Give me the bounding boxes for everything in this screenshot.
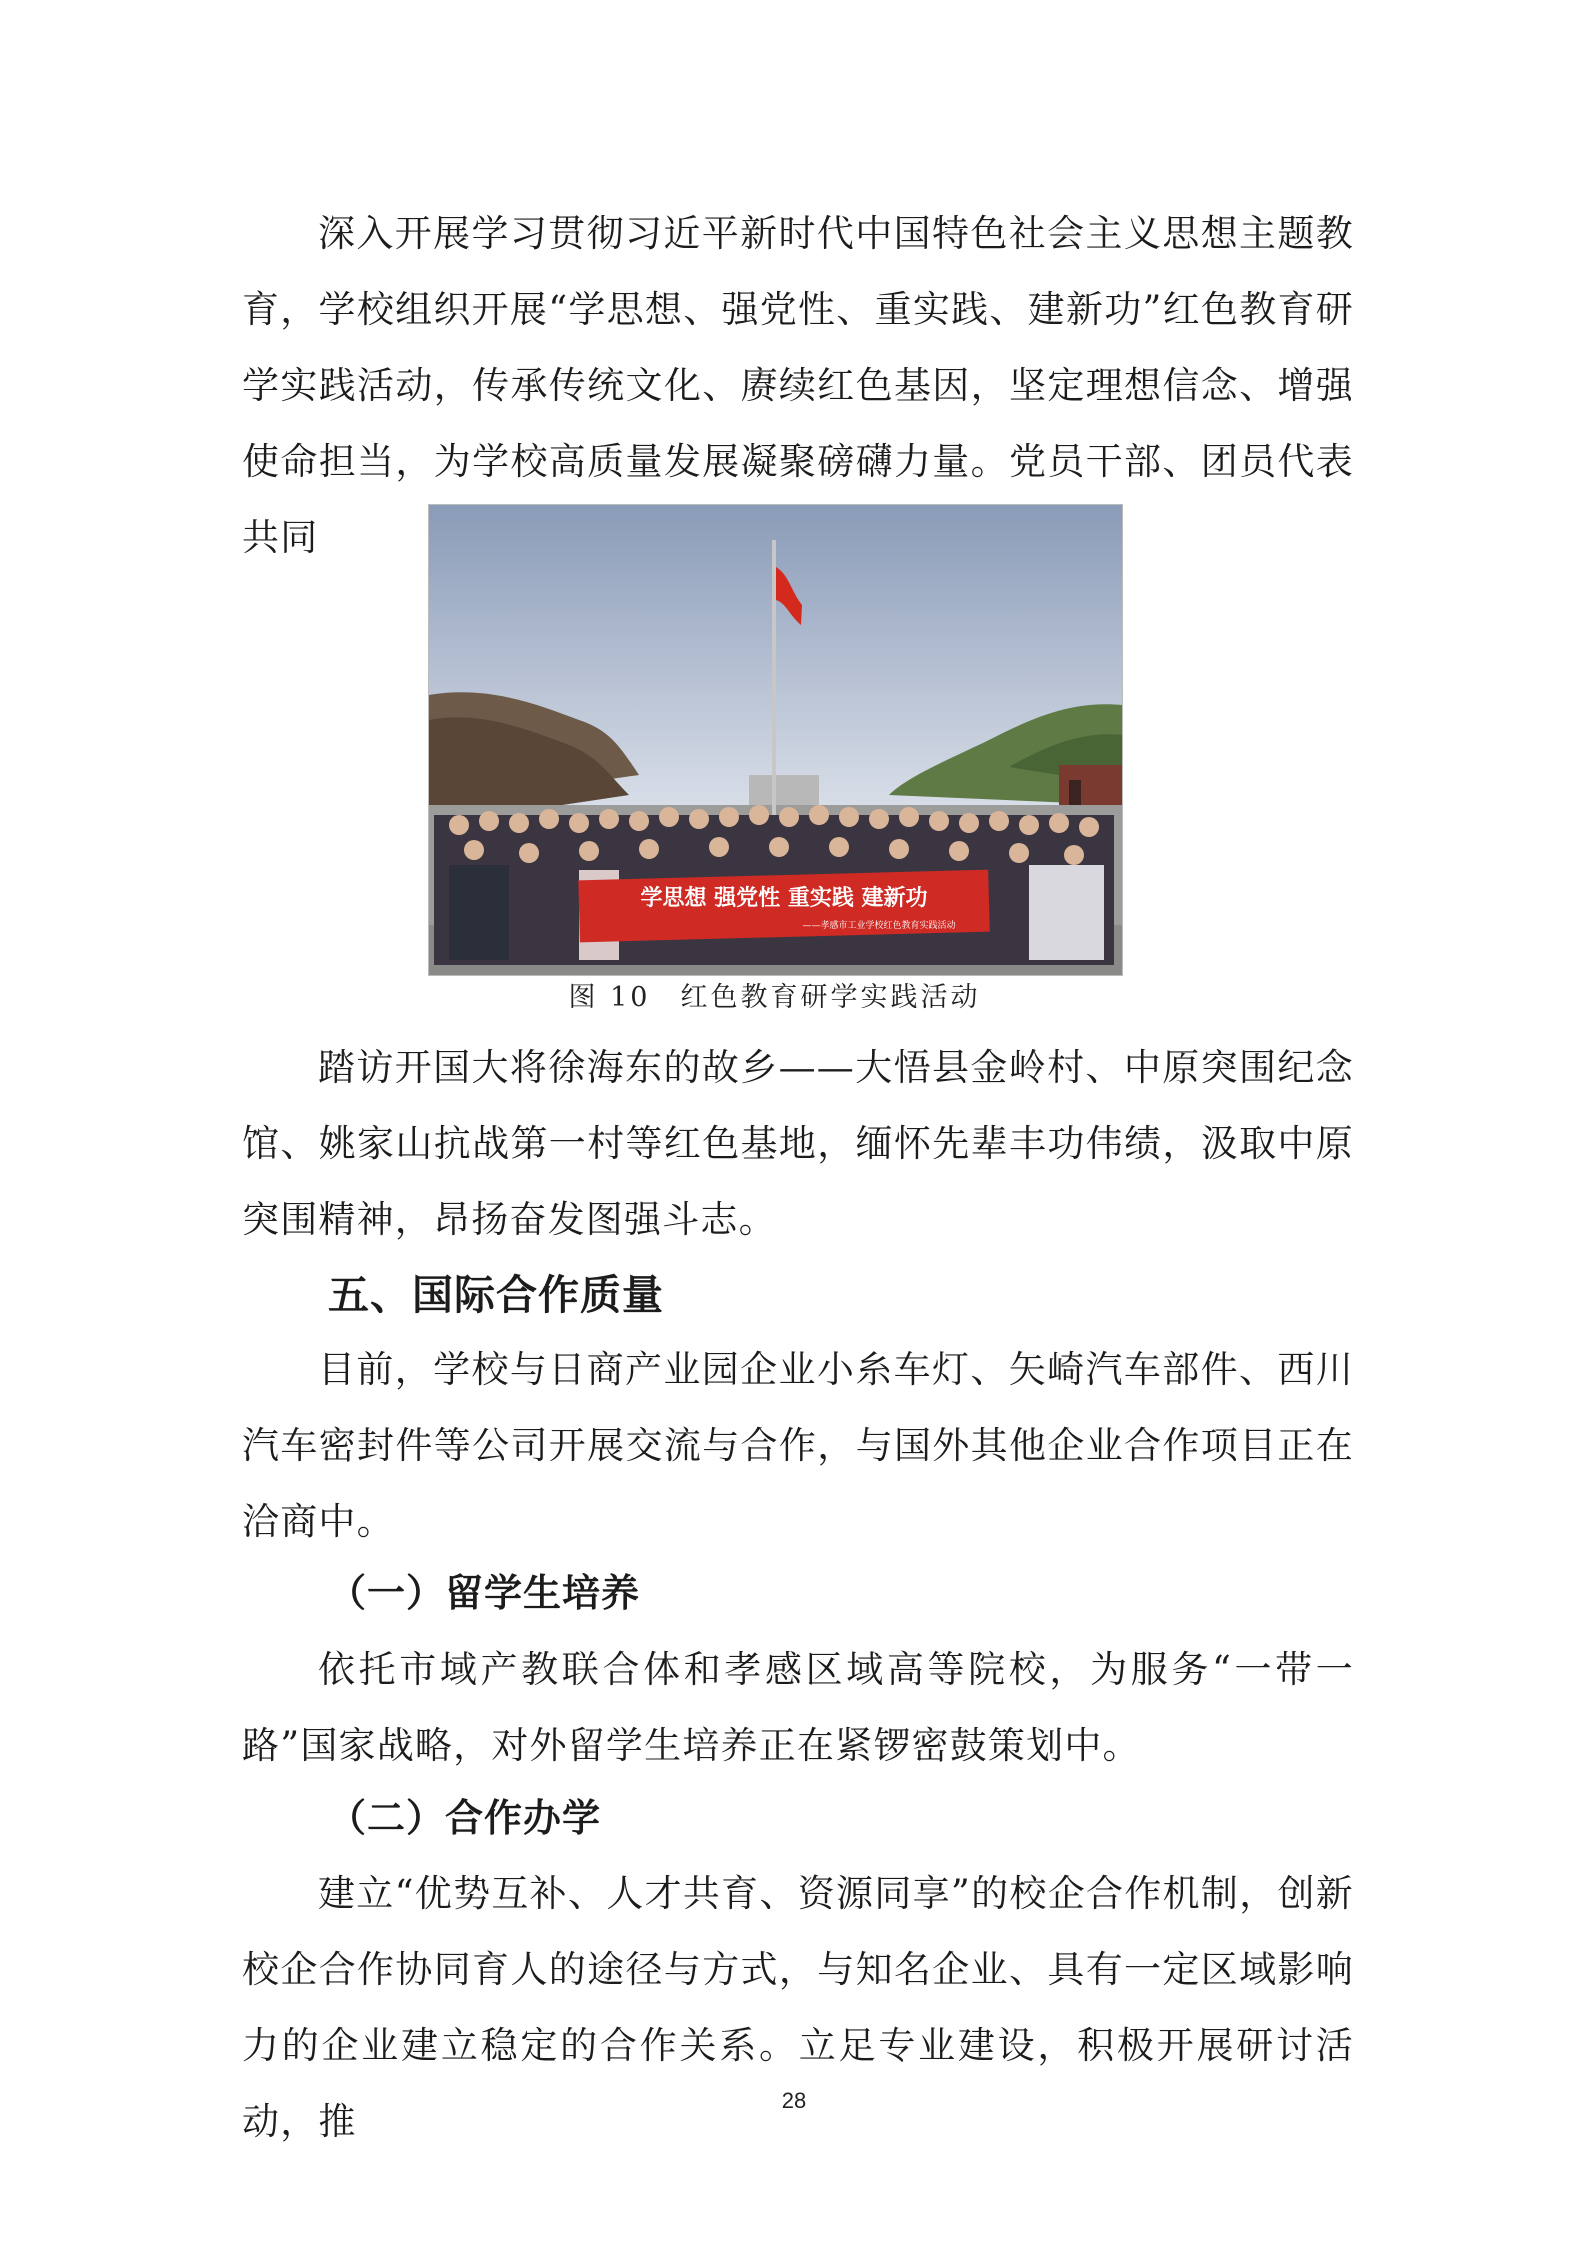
subheading-joint-education: （二）合作办学 bbox=[328, 1796, 602, 1840]
banner-text: 学思想 强党性 重实践 建新功 bbox=[640, 886, 928, 911]
paragraph-international-students: 依托市域产教联合体和孝感区域高等院校，为服务“一带一路”国家战略，对外留学生培养正在紧锣密鼓策划中。 bbox=[242, 1648, 1354, 1767]
paragraph-cooperation-status: 目前，学校与日商产业园企业小糸车灯、矢崎汽车部件、西川汽车密封件等公司开展交流与合作，与国外其他企业合作项目正在洽商中。 bbox=[242, 1348, 1354, 1543]
paragraph-red-sites: 踏访开国大将徐海东的故乡——大悟县金岭村、中原突围纪念馆、姚家山抗战第一村等红色基地，缅怀先辈丰功伟绩，汲取中原突围精神，昂扬奋发图强斗志。 bbox=[242, 1046, 1354, 1241]
section-heading-international-cooperation: 五、国际合作质量 bbox=[328, 1271, 664, 1319]
page-number: 28 bbox=[781, 2088, 807, 2113]
paragraph-red-education-intro: 深入开展学习贯彻习近平新时代中国特色社会主义思想主题教育，学校组织开展“学思想、强党性、重实践、建新功”红色教育研学实践活动，传承传统文化、赓续红色基因，坚定理想信念、增强使命担当，为学校高质量发展凝聚磅礴力量。党员干部、团员代表共同 bbox=[242, 212, 1354, 559]
banner-subtext: ——孝感市工业学校红色教育实践活动 bbox=[802, 921, 956, 931]
subheading-international-students: （一）留学生培养 bbox=[328, 1571, 641, 1615]
figure-photo bbox=[428, 504, 1123, 976]
flagpole bbox=[772, 540, 776, 820]
group-photo-image bbox=[429, 505, 1122, 975]
figure-caption: 图 10 红色教育研学实践活动 bbox=[568, 982, 981, 1013]
paragraph-school-enterprise: 建立“优势互补、人才共育、资源同享”的校企合作机制，创新校企合作协同育人的途径与方式，与知名企业、具有一定区域影响力的企业建立稳定的合作关系。立足专业建设，积极开展研讨活动，推 bbox=[242, 1872, 1354, 2143]
red-banner bbox=[578, 870, 989, 943]
